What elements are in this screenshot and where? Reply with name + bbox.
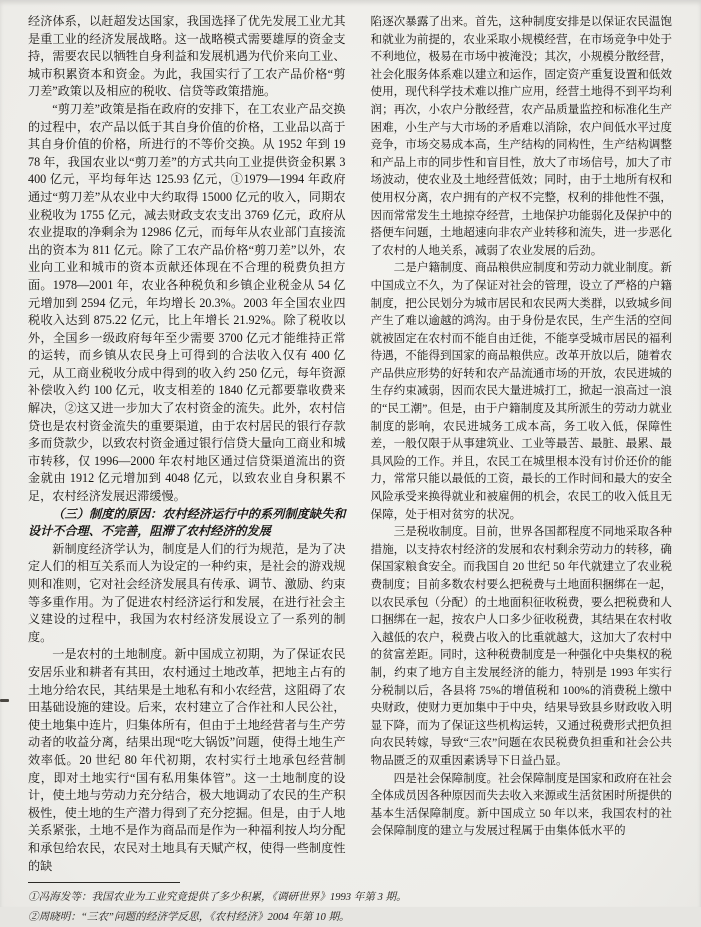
- body-paragraph: 三是税收制度。目前，世界各国都程度不同地采取各种措施，以支持农村经济的发展和农村剩余劳动力的转移，确保国家粮食安全。而我国自 20 世纪 50 年代就建立了农业税费制度；目前多数农村要么把税费与土地面积捆绑在一起，以农民承包（分配）的土地面积征收税费，要么把税费和人口捆绑在一起，按农户人口多少征收税费，其结果在农村收入越低的农户，税费占收入的比重就越大，这加大了农村中的贫富差距。同时，这种税费制度是一种强化中央集权的税制，约束了地方自主发展经济的能力，特别是 1993 年实行分税制以后，各县将 75%的增值税和 100%的消费税上缴中央财政，使财力更加集中于中央，结果导致县乡财政收入明显下降，而为了保证这些机构运转，又通过税费形式把负担向农民转嫁，导致“三农”问题在农民税费负担重和社会公共物品匮乏的双重因素诱导下日益凸显。: [370, 525, 672, 767]
- footnote-block: [28, 882, 672, 927]
- body-paragraph: 一是农村的土地制度。新中国成立初期，为了保证农民安居乐业和耕者有其田，农村通过土地改革，把地主占有的土地分给农民，其结果是土地私有和小农经营，这阻碍了农田基础设施的建设。后来，农村建立了合作社和人民公社，使土地集中连片，归集体所有，但由于土地经营者与生产劳动者的收益分离，结果出现“吃大锅饭”问题，使得土地生产效率低。20 世纪 80 年代初期，农村实行土地承包经营制度，即对土地实行“国有私用集体管”。这一土地制度的设计，使土地与劳动力充分结合，极大地调动了农民的生产积极性，使土地的生产潜力得到了充分挖掘。但是，由于人地关系紧张，土地不是作为商品而是作为一种福利按人均分配和承包给农民，农民对土地具有天赋产权，使得一些制度性的缺: [28, 647, 346, 873]
- body-paragraph: 陷逐次暴露了出来。首先，这种制度安排是以保证农民温饱和就业为前提的，农业采取小规模经营，在市场竞争中处于不利地位，极易在市场中被淹没；其次，小规模分散经营，社会化服务体系难以建立和运作，固定资产重复设置和低效使用，现代科学技术难以推广应用，经营土地得不到平均利润；再次，小农户分散经营，农产品质量监控和标准化生产困难，小生产与大市场的矛盾难以消除，农户间低水平过度竞争，市场交易成本高，生产结构的同构性，生产结构调整和产品上市的同步性和盲目性，放大了市场信号，加大了市场波动，使农业及土地经营低效；同时，由于土地所有权和使用权分离，农户拥有的产权不完整，权利的排他性不强，因而常常发生土地掠夺经营，土地保护功能弱化及保护中的搭便车问题，土地超速向非农产业转移和流失，进一步恶化了农村的人地关系，减弱了农业发展的后劲。: [370, 15, 672, 257]
- section-heading: （三）制度的原因：农村经济运行中的系列制度缺失和设计不合理、不完善，阻滞了农村经济的发展: [28, 506, 346, 539]
- right-column: [370, 13, 672, 840]
- body-paragraph: 二是户籍制度、商品粮供应制度和劳动力就业制度。新中国成立不久，为了保证对社会的管理，设立了严格的户籍制度，把公民划分为城市居民和农民两大类群，以致城乡间产生了难以逾越的鸿沟。由于身份是农民，生产生活的空间就被固定在农村而不能自由迁徙，不能享受城市居民的福利待遇，不能得到国家的商品粮供应。改革开放以后，随着农产品供应形势的好转和农产品流通市场的开放，农民进城的生存约束减弱，因而农民大量进城打工，掀起一浪高过一浪的“民工潮”。但是，由于户籍制度及其所派生的劳动力就业制度的影响，农民进城务工成本高，务工收入低，保障性差，一般仅限于从事建筑业、工业等最苦、最脏、最累、最具风险的工作。并且，农民工在城里根本没有讨价还价的能力，常常只能以最低的工资，最长的工作时间和最大的安全风险承受来换得就业和被雇佣的机会，农民工的收入低且无保障，处于相对贫穷的状况。: [370, 261, 672, 521]
- body-paragraph: 四是社会保障制度。社会保障制度是国家和政府在社会全体成员因各种原因而失去收入来源或生活贫困时所提供的基本生活保障制度。新中国成立 50 年以来，我国农村的社会保障制度的建立与发展过程属于由集体低水平的: [370, 771, 672, 838]
- left-column: [28, 13, 345, 875]
- scan-margin-artifact: [0, 699, 9, 702]
- two-column-text-area: [28, 13, 672, 875]
- body-paragraph: 新制度经济学认为，制度是人们的行为规范，是为了决定人们的相互关系而人为设定的一种约束，是社会的游戏规则和准则，它对社会经济发展具有传承、调节、激励、约束等多重作用。为了促进农村经济运行和发展，在进行社会主义建设的过程中，我国为农村经济发展设立了一系列的制度。: [28, 541, 346, 644]
- footnote-divider: [28, 882, 180, 883]
- footnote: ②周晓明：“三农”问题的经济学反思，《农村经济》2004 年第 10 期。: [28, 911, 350, 923]
- body-paragraph: 经济体系，以赶超发达国家，我国选择了优先发展工业尤其是重工业的经济发展战略。这一战略模式需要雄厚的资金支持，需要农民以牺牲自身利益和发展机遇为代价来向工业、城市积累资本和资金。为此，我国实行了工农产品价格“剪刀差”政策以及相应的税收、信贷等政策措施。: [28, 14, 346, 99]
- footnote: ①冯海发等：我国农业为工业究竟提供了多少积累，《调研世界》1993 年第 3 期。: [28, 892, 407, 904]
- body-paragraph: “剪刀差”政策是指在政府的安排下，在工农业产品交换的过程中，农产品以低于其自身价值的价格，工业品以高于其自身价值的价格，所进行的不等价交换。从 1952 年到 1978 年，我国农业以“剪刀差”的方式共向工业提供资金积累 3400 亿元，平均每年达 125.93 亿元，①1979—1994 年政府通过“剪刀差”从农业中大约取得 15000 亿元的收入，同期农业税收为 1755 亿元，减去财政支农支出 3769 亿元，政府从农业提取的净剩余为 12986 亿元，而每年从农业部门直接流出的资本为 811 亿元。除了工农产品价格“剪刀差”以外，农业向工业和城市的资本贡献还体现在不合理的税费负担方面。1978—2001 年，农业各种税负和乡镇企业税金从 54 亿元增加到 2594 亿元，年均增长 20.3%。2003 年全国农业四税收入达到 875.22 亿元，比上年增长 21.92%。除了税收以外，全国乡一级政府每年至少需要 3700 亿元才能维持正常的运转，而乡镇从农民身上可得到的合法收入仅有 400 亿元，从工商业税收分成中得到的收入约 250 亿元，每年资源补偿收入约 100 亿元，收支相差的 1840 亿元都要靠收费来解决，②这又进一步加大了农村资金的流失。此外，农村信贷也是农村资金流失的重要渠道，由于农村居民的银行存款多而贷款少，以致农村资金通过银行信贷大量向工商业和城市转移，仅 1996—2000 年农村地区通过信贷渠道流出的资金就由 1912 亿元增加到 4048 亿元，以致农业自身积累不足，农村经济发展迟滞缓慢。: [28, 101, 346, 504]
